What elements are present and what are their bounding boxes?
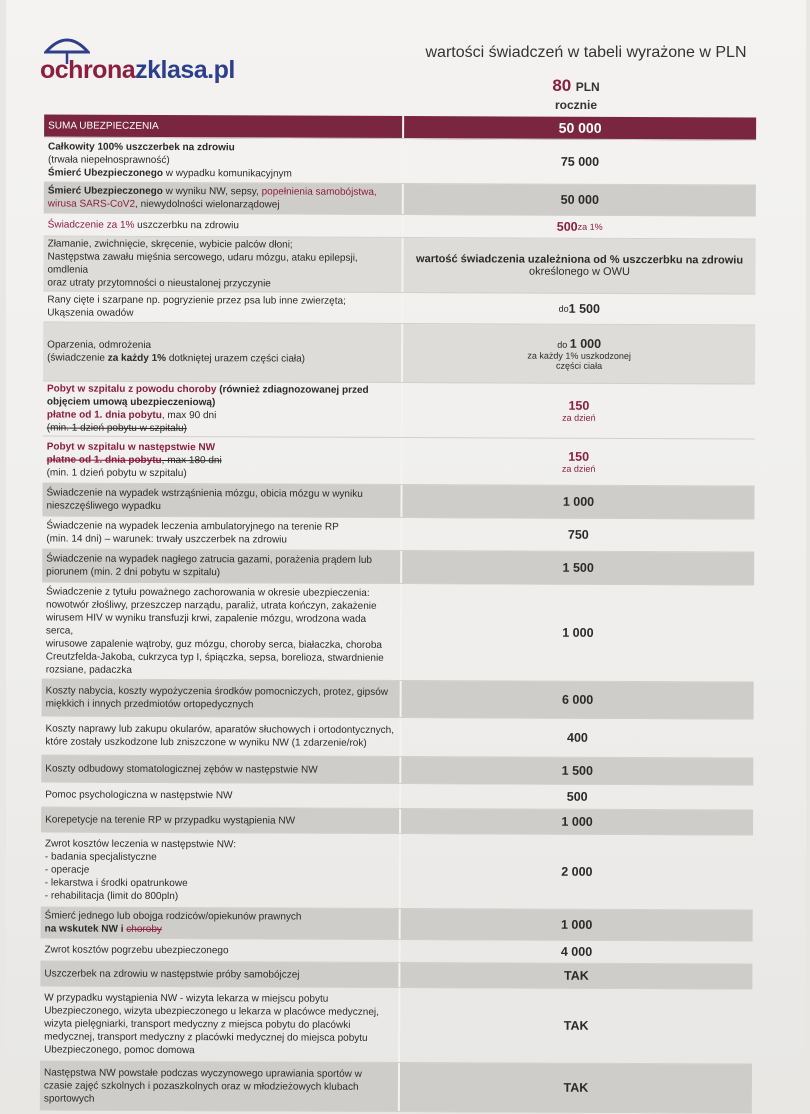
- row-line: Creutzfelda-Jakoba, cukrzyca typ I, śpiączka, sepsa, borelioza, stwardnienie: [45, 650, 384, 664]
- row-description: [41, 716, 399, 756]
- row-description: [40, 1061, 398, 1111]
- row-value: 75 000: [402, 139, 756, 185]
- row-line: na wskutek NW i: [44, 923, 127, 935]
- row-line: W przypadku wystąpienia NW - wizyta lekarza w miejscu pobytu: [44, 991, 329, 1005]
- row-line: Świadczenie z tytułu poważnego zachorowania w okresie ubezpieczenia:: [46, 585, 370, 599]
- table-row: [44, 182, 756, 216]
- row-description: [44, 137, 402, 183]
- row-value: 1 500: [399, 757, 753, 785]
- brand-logo: [40, 34, 240, 90]
- row-line: uszczerbku na zdrowiu: [137, 219, 239, 231]
- row-description: [40, 986, 398, 1062]
- row-value: 1 500: [400, 551, 754, 585]
- table-row: [41, 832, 753, 910]
- row-description: [41, 907, 399, 939]
- value-line: określonego w OWU: [529, 265, 630, 279]
- row-line: Pomoc psychologiczna w następstwie NW: [45, 788, 233, 801]
- row-description: [42, 516, 400, 550]
- row-line: Koszty naprawy lub zakupu okularów, aparatów słuchowych i ortodontycznych,: [45, 723, 395, 736]
- row-value: [401, 238, 755, 294]
- row-value: 1 000: [400, 584, 754, 682]
- row-value: TAK: [398, 963, 752, 989]
- row-line: które zostały uszkodzone lub zniszczone w wyniku NW (1 zdarzenie/rok): [45, 736, 367, 749]
- document-page: [6, 0, 806, 1105]
- value-amount: 150: [568, 398, 590, 413]
- row-line: (trwała niepełnosprawność): [47, 153, 170, 166]
- row-line: , max 90 dni: [161, 409, 217, 422]
- row-description: [41, 807, 399, 833]
- value-prefix: do: [557, 339, 570, 350]
- row-description: [40, 938, 398, 962]
- row-line: (min. 1 dzień pobytu w szpitalu): [46, 466, 187, 479]
- row-line: Oparzenia, odmrożenia: [47, 339, 152, 351]
- row-line: Rany cięte i szarpane np. pogryzienie przez psa lub inne zwierzęta;: [47, 294, 346, 307]
- price-currency: PLN: [575, 80, 600, 94]
- row-line: płatne od 1. dnia pobytu: [46, 409, 162, 421]
- table-row: [40, 986, 752, 1064]
- table-row: [43, 236, 755, 294]
- row-line: Śmierć Ubezpieczonego: [47, 185, 163, 197]
- row-value: TAK: [398, 988, 752, 1064]
- sum-label: SUMA UBEZPIECZENIA: [48, 119, 159, 132]
- row-line: Pobyt w szpitalu w następstwie NW: [46, 440, 216, 453]
- value-prefix: do: [558, 303, 569, 314]
- table-row: [42, 582, 754, 682]
- row-value: 1 000: [399, 909, 753, 941]
- table-row: [41, 755, 753, 785]
- row-description: [43, 322, 401, 382]
- row-value: 2 000: [399, 834, 753, 910]
- value-line: wartość świadczenia uzależniona od % uszczerbku na zdrowiu: [416, 253, 744, 267]
- row-line: (min. 14 dni) – warunek: trwały uszczerbek na zdrowiu: [46, 533, 288, 546]
- value-unit: za 1%: [577, 221, 603, 232]
- row-description: [41, 755, 399, 783]
- value-amount: 1 500: [568, 301, 601, 316]
- value-unit: za dzień: [561, 463, 596, 474]
- table-row: [41, 716, 753, 758]
- row-value: [401, 293, 755, 325]
- value-note: części ciała: [556, 360, 603, 371]
- brand-name: [40, 56, 235, 85]
- row-line: Całkowity 100% uszczerbek na zdrowiu: [48, 140, 235, 153]
- row-value: TAK: [398, 1063, 752, 1113]
- row-line: Korepetycje na terenie RP w przypadku wystąpienia NW: [45, 813, 296, 827]
- brand-part2: zklasa.pl: [135, 56, 235, 84]
- row-line: miękkich i innych przedmiotów ortopedycznych: [45, 698, 254, 711]
- benefits-table: [40, 114, 756, 1113]
- row-description: [42, 582, 400, 680]
- row-line: medycznej, transport medyczny z placówki medycznej do miejsca pobytu: [44, 1030, 368, 1044]
- row-line: nieszczęśliwego wypadku: [46, 500, 162, 512]
- row-description: [43, 236, 401, 292]
- row-description: [41, 782, 399, 808]
- table-row: [42, 516, 754, 552]
- row-description: [41, 832, 399, 908]
- row-description: [40, 961, 398, 987]
- sum-value: 50 000: [402, 116, 756, 140]
- row-line: za każdy 1%: [107, 352, 167, 364]
- row-line: , niewydolności wielonarządowej: [135, 198, 280, 211]
- row-line: - rehabilitacja (limit do 800pln): [44, 889, 179, 902]
- row-line: wirusem HIV w wyniku transfuzji krwi, zapalenie mózgu, wrodzona wada serca,: [45, 611, 367, 637]
- value-note: za każdy 1% uszkodzonej: [527, 350, 631, 362]
- row-line: Koszty odbudowy stomatologicznej zębów w następstwie NW: [45, 762, 318, 776]
- table-row: [43, 291, 755, 325]
- row-line: choroby: [126, 923, 162, 935]
- value-amount: 1 000: [569, 336, 602, 351]
- row-line: objęciem umową ubezpieczeniową): [46, 396, 216, 409]
- table-row: [44, 213, 756, 239]
- row-line: popełnienia samobójstwa,: [261, 186, 377, 198]
- row-line: (min. 1 dzień pobytu w szpitalu): [46, 422, 187, 435]
- row-value: 1 000: [400, 485, 754, 519]
- brand-part1: ochrona: [40, 56, 136, 84]
- row-value: [401, 438, 755, 486]
- row-line: - lekarstwa i środki opatrunkowe: [44, 876, 188, 889]
- table-row: [43, 381, 755, 439]
- row-value: 50 000: [402, 184, 756, 216]
- row-value: 4 000: [398, 940, 752, 964]
- table-row: [42, 679, 754, 719]
- price-block: [516, 76, 636, 112]
- row-line: Pobyt w szpitalu z powodu choroby: [46, 383, 217, 396]
- row-line: rozsiane, padaczka: [45, 663, 132, 676]
- row-line: Ubezpieczonego, pomoc domowa: [44, 1043, 195, 1056]
- row-line: Koszty nabycia, koszty wypożyczenia środków pomocniczych, protez, gipsów: [45, 685, 389, 698]
- row-description: [44, 213, 402, 237]
- row-value: [401, 383, 755, 439]
- row-value: 6 000: [400, 681, 754, 719]
- row-line: Uszczerbek na zdrowiu w następstwie próby samobójczej: [44, 967, 300, 981]
- row-value: 400: [399, 718, 753, 758]
- table-row: [40, 1061, 752, 1113]
- table-row: [41, 907, 753, 941]
- row-line: dotkniętej urazem części ciała): [166, 352, 306, 365]
- row-line: wirusowe zapalenie wątroby, guz mózgu, choroby serca, białaczka, choroba: [45, 637, 382, 651]
- sum-row: [44, 114, 756, 140]
- row-line: - badania specjalistyczne: [44, 850, 157, 863]
- table-row: [42, 549, 754, 585]
- row-line: Zwrot kosztów leczenia w następstwie NW:: [44, 837, 237, 850]
- row-description: [42, 679, 400, 717]
- row-line: Następstwa NW powstałe podczas wyczynowego uprawiania sportów w: [43, 1066, 362, 1080]
- table-row: [43, 322, 755, 384]
- row-line: Świadczenie za 1%: [47, 218, 138, 231]
- row-line: Świadczenie na wypadek leczenia ambulatoryjnego na terenie RP: [46, 520, 339, 533]
- value-unit: za dzień: [562, 412, 596, 423]
- row-description: [42, 483, 400, 517]
- row-line: czasie zajęć szkolnych i pozaszkolnych oraz w młodzieżowych klubach: [43, 1079, 359, 1093]
- row-line: Zwrot kosztów pogrzebu ubezpieczonego: [44, 943, 229, 956]
- row-line: wizyta pielęgniarki, transport medyczny z miejsca pobytu do placówki: [44, 1017, 351, 1031]
- table-row: [40, 938, 752, 964]
- row-line: sportowych: [43, 1092, 95, 1105]
- price-period: rocznie: [554, 98, 597, 112]
- row-line: w wyniku NW, sepsy,: [162, 185, 262, 198]
- row-line: (świadczenie: [47, 352, 108, 364]
- row-value: 500: [399, 784, 753, 810]
- row-description: [43, 381, 401, 437]
- table-row: [44, 137, 756, 185]
- value-amount: 500: [556, 219, 578, 234]
- row-description: [44, 182, 402, 214]
- row-description: [42, 549, 400, 583]
- row-line: Złamanie, zwichnięcie, skręcenie, wybicie palców dłoni;: [47, 238, 293, 251]
- header-title: wartości świadczeń w tabeli wyrażone w PLN: [425, 44, 747, 61]
- row-line: w wypadku komunikacyjnym: [162, 167, 292, 180]
- row-description: [43, 291, 401, 323]
- table-row: [42, 483, 754, 519]
- row-line: - operacje: [44, 863, 90, 876]
- row-value: [402, 215, 756, 239]
- table-row: [40, 961, 752, 989]
- table-row: [41, 807, 753, 835]
- row-line: Ukąszenia owadów: [47, 307, 134, 319]
- table-row: [43, 436, 755, 486]
- row-line: , max 180 dni: [161, 454, 222, 466]
- row-description: [43, 436, 401, 484]
- row-line: płatne od 1. dnia pobytu: [46, 453, 162, 466]
- row-line: Świadczenie na wypadek nagłego zatrucia gazami, porażenia prądem lub: [46, 553, 373, 566]
- row-line: Śmierć Ubezpieczonego: [47, 166, 163, 179]
- row-value: 750: [400, 518, 754, 552]
- row-line: wirusa SARS-CoV2: [47, 198, 136, 210]
- row-line: Śmierć jednego lub obojga rodziców/opiekunów prawnych: [44, 910, 302, 923]
- price-amount: 80: [552, 76, 572, 95]
- row-line: (również zdiagnozowanej przed: [216, 384, 369, 396]
- row-line: oraz utraty przytomności o nieustalonej przyczynie: [47, 277, 271, 290]
- value-amount: 150: [568, 449, 590, 464]
- table-row: [41, 782, 753, 810]
- row-line: nowotwór złośliwy, przeszczep narządu, paraliż, utrata kończyn, zakażenie: [46, 598, 377, 612]
- row-line: Następstwa zawału mięśnia sercowego, udaru mózgu, ataku epilepsji, omdlenia: [47, 251, 358, 276]
- row-value: 1 000: [399, 809, 753, 835]
- row-line: Ubezpieczonego, wizyta ubezpieczonego u lekarza w placówce medycznej,: [44, 1004, 379, 1018]
- row-value: [401, 324, 755, 384]
- row-line: piorunem (min. 2 dni pobytu w szpitalu): [46, 566, 221, 579]
- row-line: Świadczenie na wypadek wstrząśnienia mózgu, obicia mózgu w wyniku: [46, 487, 363, 500]
